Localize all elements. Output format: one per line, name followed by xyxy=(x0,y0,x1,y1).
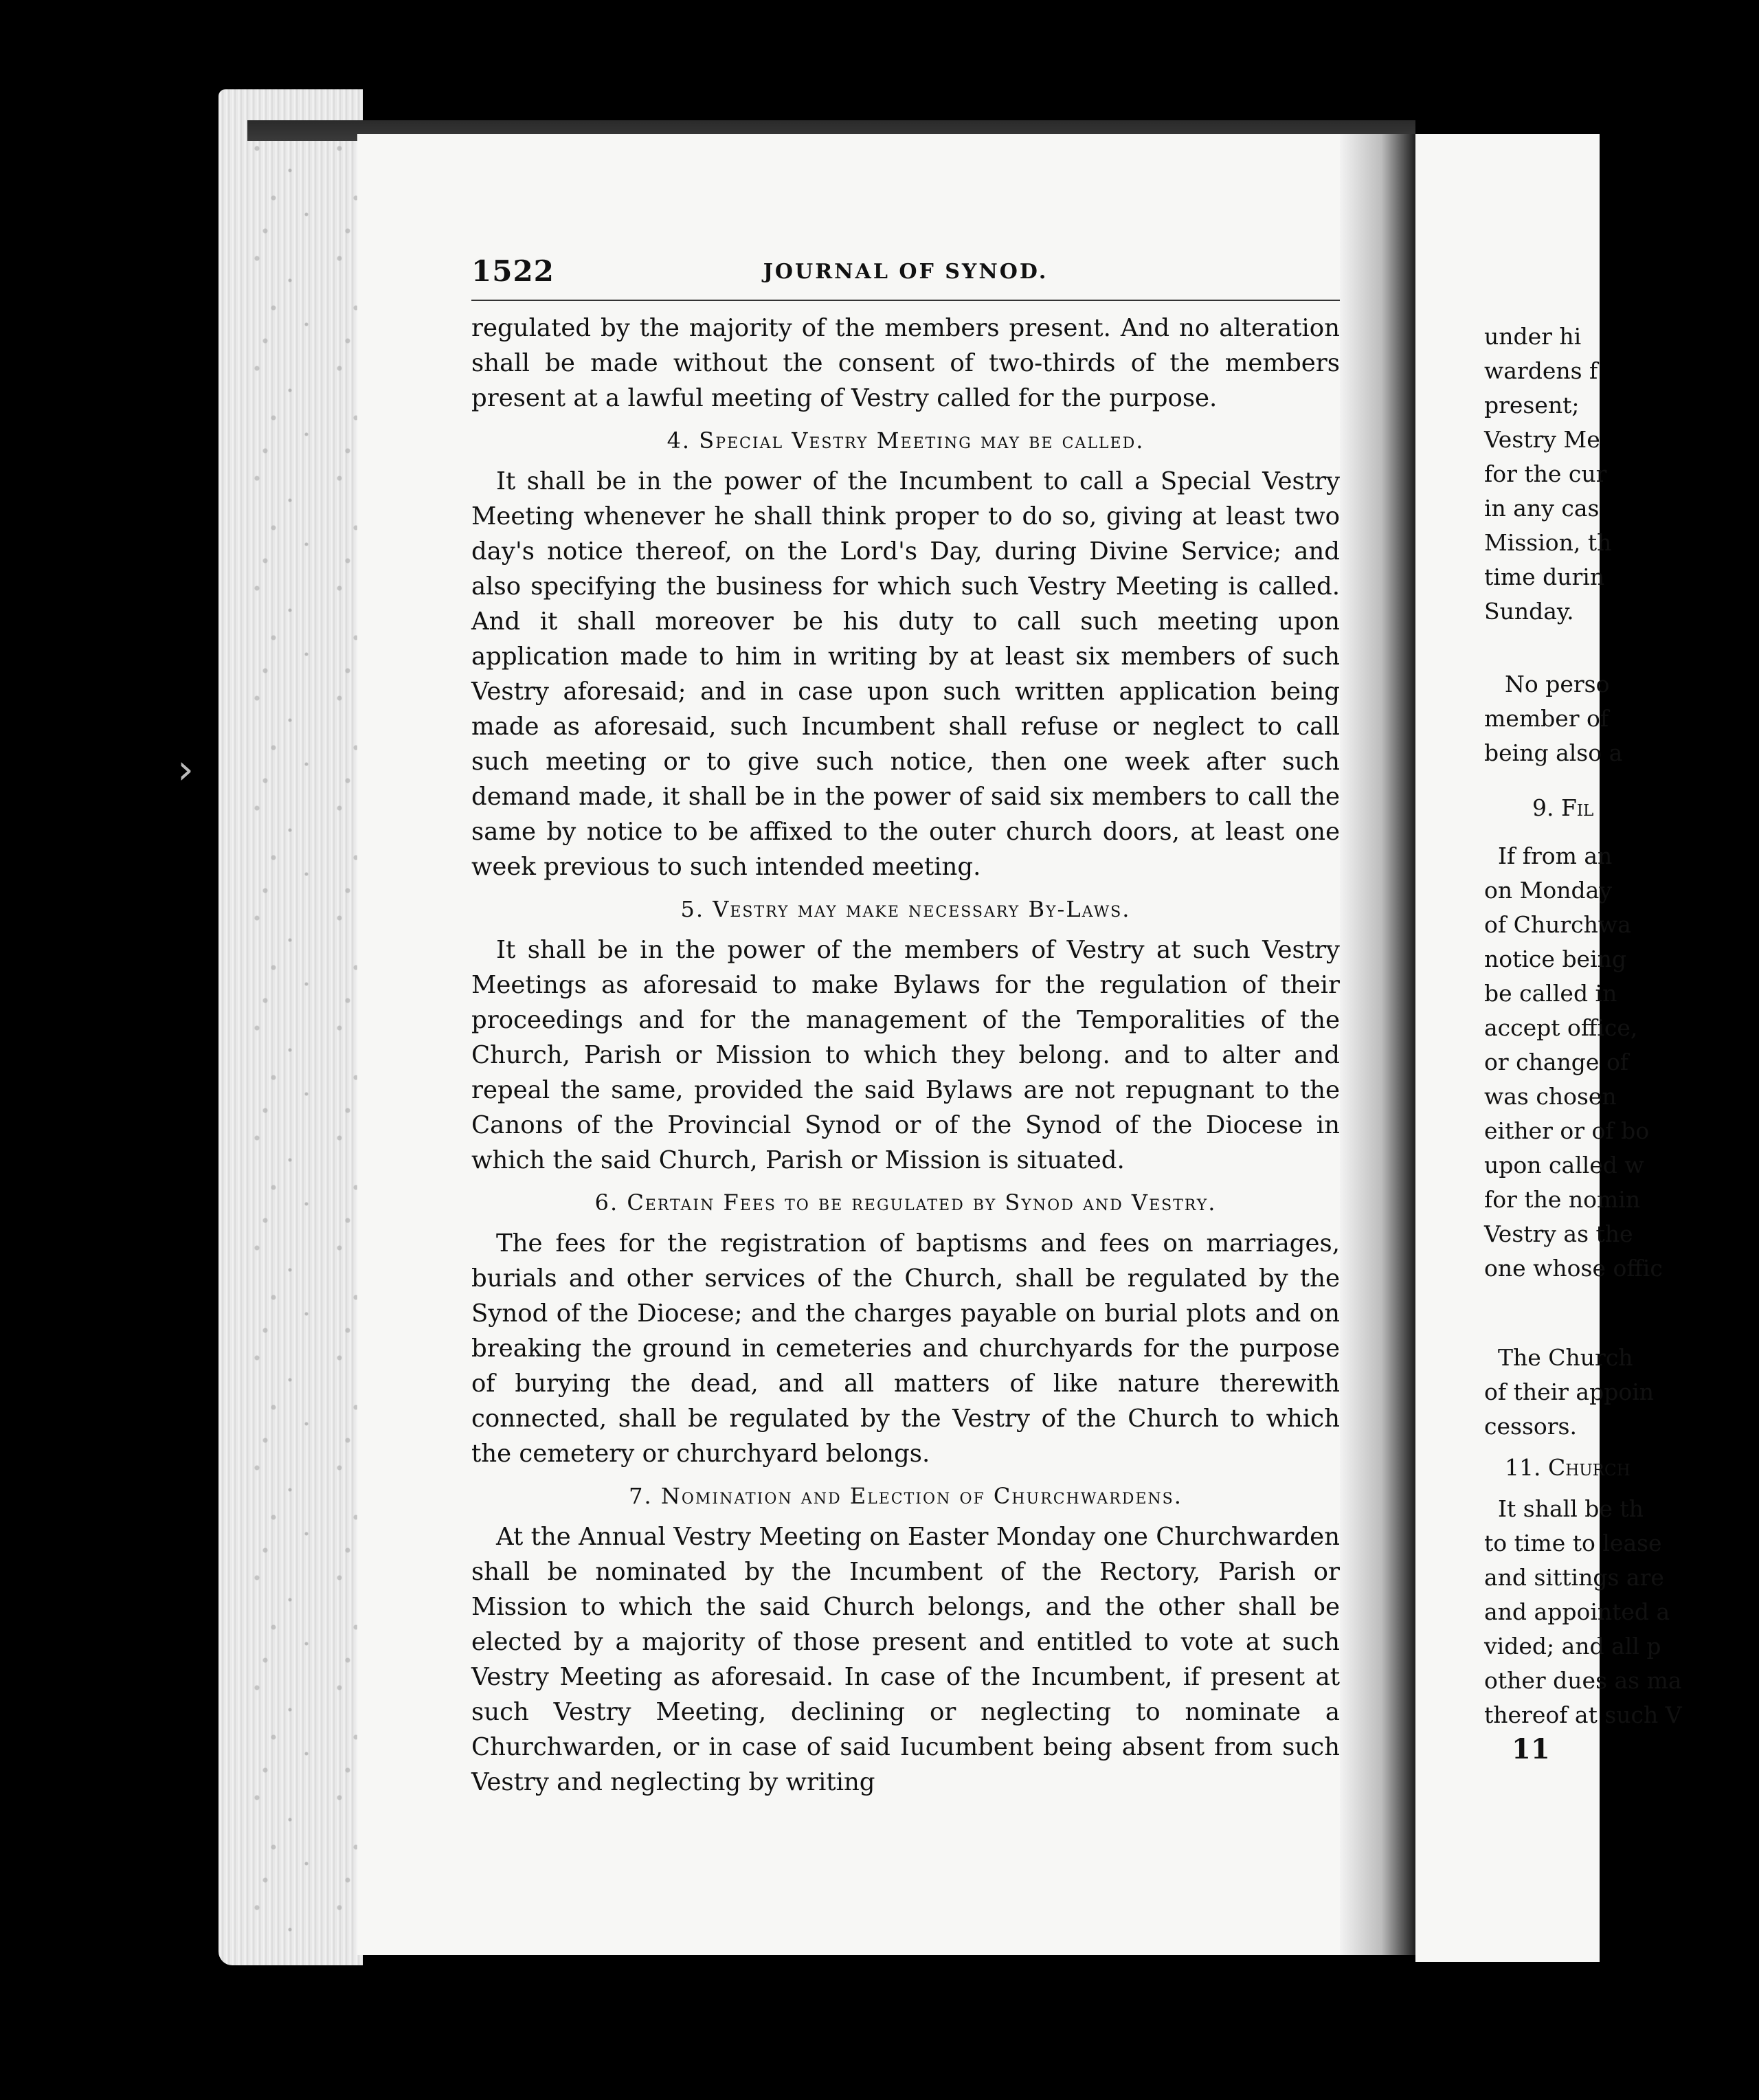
right-page-line: Sunday. xyxy=(1484,598,1574,625)
right-page-line: Mission, th xyxy=(1484,529,1612,556)
right-page-line: one whose offic xyxy=(1484,1255,1663,1282)
page-body xyxy=(471,311,1340,1800)
gutter-shadow xyxy=(1340,134,1415,1955)
right-page-line: No perso xyxy=(1505,671,1610,697)
right-page-line: and appointed a xyxy=(1484,1598,1670,1625)
right-page-line: in any cas xyxy=(1484,495,1600,522)
paragraph-section-5: It shall be in the power of the members of Vestry at such Vestry Meetings as aforesaid to make Bylaws for the regulation of their proceedings and for the management of the Temporalities of the Church, Parish or Mission to which they belong. and to alter and repeal the same, provided the said Bylaws are not repugnant to the Canons of the Provincial Synod or of the Synod of the Diocese in which the said Church, Parish or Mission is situated. xyxy=(471,936,1340,1174)
right-page-line: wardens f xyxy=(1484,357,1598,384)
right-page-line: vided; and all p xyxy=(1484,1633,1661,1660)
right-page-line: either or of bo xyxy=(1484,1117,1650,1144)
right-page-line: present; xyxy=(1484,392,1580,418)
right-page-line: or change of xyxy=(1484,1049,1629,1075)
right-page-line: on Monday xyxy=(1484,877,1612,904)
right-page-line: member of xyxy=(1484,705,1609,732)
right-page-line: cessors. xyxy=(1484,1413,1577,1440)
right-page-line: accept office, xyxy=(1484,1014,1638,1041)
paragraph-section-4: It shall be in the power of the Incumbent to call a Special Vestry Meeting whenever he shall think proper to do so, giving at least two day's notice thereof, on the Lord's Day, during Divine Service; and also specifying the business for which such Vestry Meeting is called. And it shall moreover be his duty to call such meeting upon application made to him in writing by at least six members of such Vestry aforesaid; and in case upon such written application being made as aforesaid, such Incumbent shall refuse or neglect to call such meeting or to give such notice, then one week after such demand made, it shall be in the power of said six members to call the same by notice to be affixed to the outer church doors, at least one week previous to such intended meeting. xyxy=(471,467,1340,881)
right-page-line: other dues as ma xyxy=(1484,1667,1682,1694)
right-page-line: upon called w xyxy=(1484,1152,1644,1179)
header-rule xyxy=(471,300,1340,301)
paragraph-continued: regulated by the majority of the members present. And no alteration shall be made without the consent of two-thirds of the members present at a lawful meeting of Vestry called for the purpose. xyxy=(471,314,1340,412)
right-page-line: If from an xyxy=(1498,842,1613,869)
right-page-line: Vestry as the xyxy=(1484,1220,1633,1247)
right-page xyxy=(1415,134,1682,1962)
right-page-line: for the nomin xyxy=(1484,1186,1641,1213)
right-page-signature-number: 11 xyxy=(1512,1733,1550,1765)
page-number: 1522 xyxy=(471,254,554,288)
running-title: JOURNAL OF SYNOD. xyxy=(763,260,1049,284)
right-page-line: and sittings are xyxy=(1484,1564,1664,1591)
right-page-line: for the cur xyxy=(1484,460,1607,487)
right-page-line: The Church xyxy=(1498,1344,1633,1371)
right-page-line: of Churchwa xyxy=(1484,911,1631,938)
paragraph-section-6: The fees for the registration of baptisms and fees on marriages, burials and other services of the Church, shall be regulated by the Synod of the Diocese; and the charges payable on burial plots and on breaking the ground in cemeteries and churchyards for the purpose of burying the dead, and all matters of like nature therewith connected, shall be regulated by the Vestry of the Church to which the cemetery or churchyard belongs. xyxy=(471,1229,1340,1468)
right-page-line: under hi xyxy=(1484,323,1582,350)
section-heading-4: 4. Special Vestry Meeting may be called. xyxy=(666,427,1145,454)
right-page-line: It shall be th xyxy=(1498,1495,1644,1522)
right-page-line: of their appoin xyxy=(1484,1378,1655,1405)
right-page-text xyxy=(1484,320,1759,1767)
section-heading-5: 5. Vestry may make necessary By-Laws. xyxy=(680,896,1131,922)
page-edge-speckle xyxy=(240,137,364,1938)
right-page-line: time durin xyxy=(1484,563,1605,590)
right-page-heading-9: 9. Fil xyxy=(1532,794,1594,821)
right-page-line: was chosen xyxy=(1484,1083,1617,1110)
page-header xyxy=(471,254,1340,295)
paragraph-section-7: At the Annual Vestry Meeting on Easter Monday one Churchwarden shall be nominated by the Incumbent of the Rectory, Parish or Mission to which the said Church belongs, and the other shall be elected by a majority of those present and entitled to vote at such Vestry Meeting as aforesaid. In case of the Incumbent, if present at such Vestry Meeting, declining or neglecting to nominate a Churchwarden, or in case of said Iucumbent being absent from such Vestry and neglecting by writing xyxy=(471,1523,1340,1796)
right-page-line: Vestry Me xyxy=(1484,426,1600,453)
right-page-line: to time to lease xyxy=(1484,1530,1662,1556)
right-page-heading-11: 11. Church xyxy=(1505,1454,1631,1481)
section-heading-6: 6. Certain Fees to be regulated by Synod and Vestry. xyxy=(594,1189,1217,1216)
right-page-line: be called in xyxy=(1484,980,1617,1007)
right-page-line: thereof at such V xyxy=(1484,1701,1682,1728)
right-page-line: being also a xyxy=(1484,739,1623,766)
section-heading-7: 7. Nomination and Election of Churchwardens. xyxy=(629,1483,1183,1509)
right-page-line: notice being xyxy=(1484,946,1627,972)
chevron-right-icon: › xyxy=(177,746,194,794)
